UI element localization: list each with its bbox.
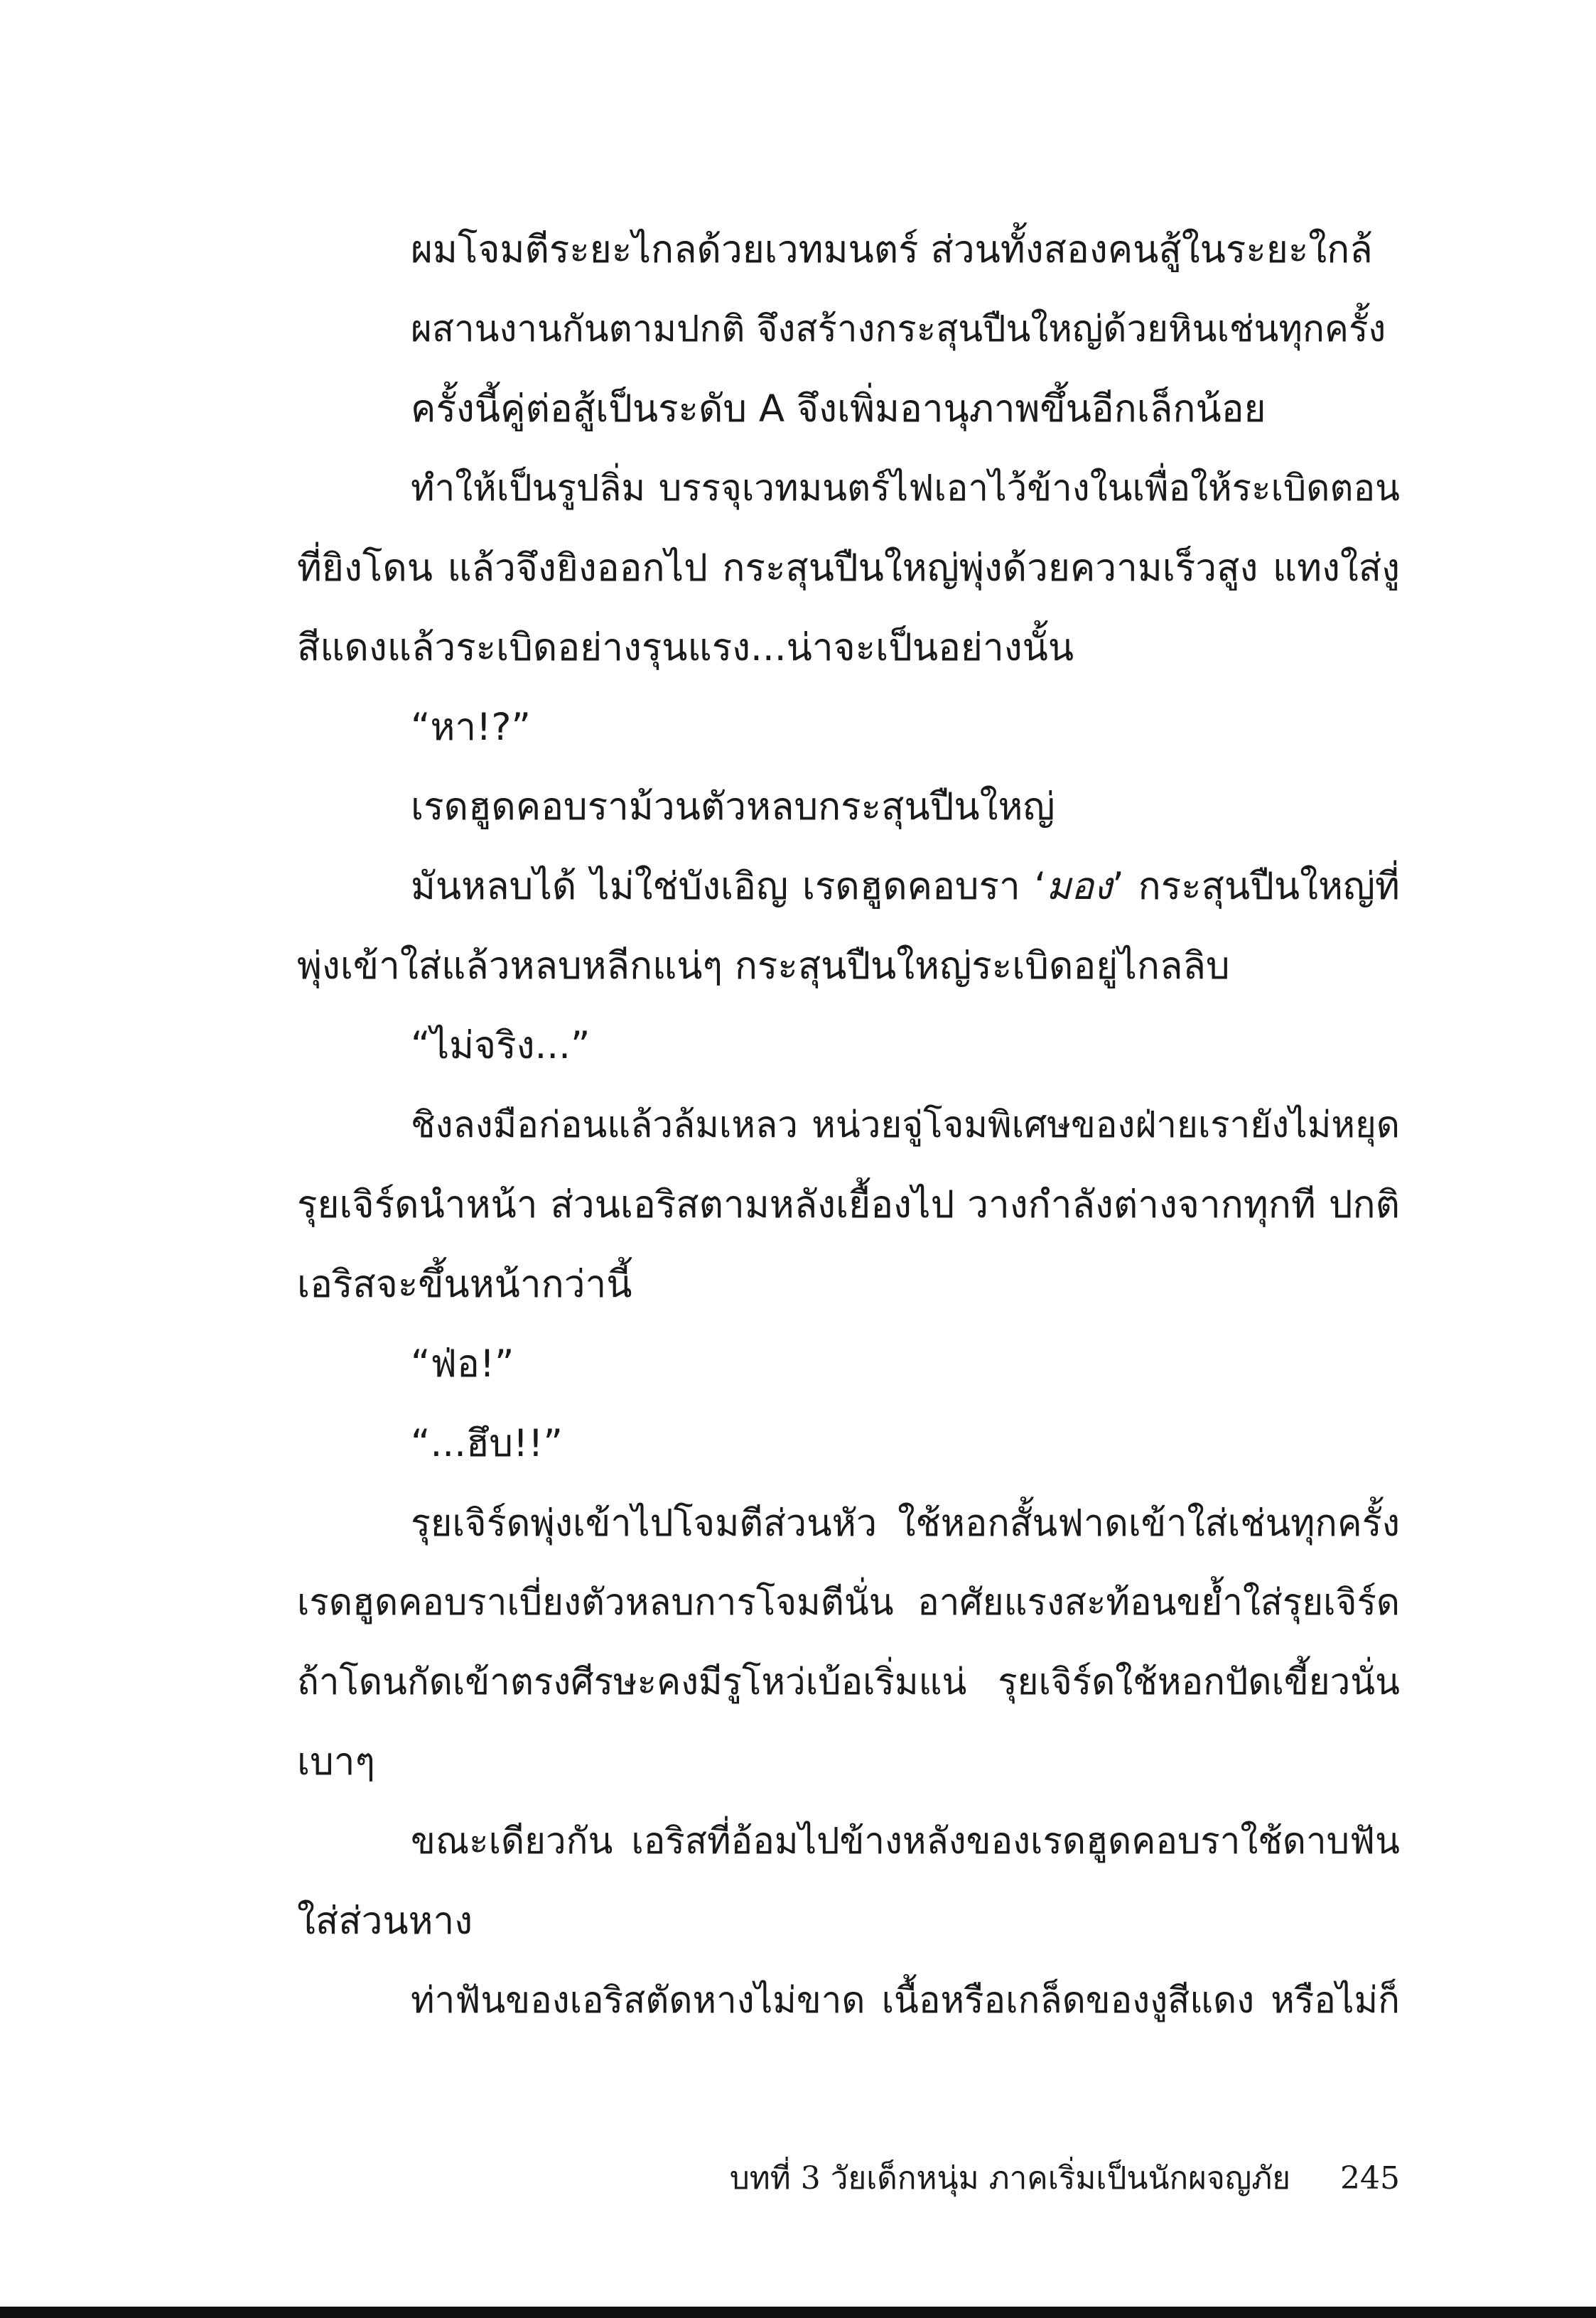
text-line: ผสานงานกันตามปกติ จึงสร้างกระสุนปืนใหญ่ด้วยหินเช่นทุกครั้ง [411, 308, 1386, 350]
text-line: ใส่ส่วนหาง [297, 1899, 473, 1943]
text-line: ชิงลงมือก่อนแล้วล้มเหลว หน่วยจู่โจมพิเศษของฝ่ายเรายังไม่หยุด [411, 1104, 1400, 1146]
text-line [297, 847, 1400, 927]
text-line: ผมโจมตีระยะไกลด้วยเวทมนตร์ ส่วนทั้งสองคนสู้ในระยะใกล้ [411, 228, 1373, 271]
page-footer [711, 2150, 1400, 2206]
text-line: รุยเจิร์ดพุ่งเข้าไปโจมตีส่วนหัว ใช้หอกสั้นฟาดเข้าใส่เช่นทุกครั้ง [411, 1502, 1400, 1545]
emphasized-word: มอง [1046, 865, 1113, 908]
chapter-title: บทที่ 3 วัยเด็กหนุ่ม ภาคเริ่มเป็นนักผจญภัย [729, 2160, 1291, 2196]
text-line: เรดฮูดคอบราม้วนตัวหลบกระสุนปืนใหญ่ [411, 785, 1055, 829]
text-line: “ไม่จริง...” [411, 1024, 591, 1067]
text-line: “ฟ่อ!” [411, 1342, 514, 1386]
text-line: ที่ยิงโดน แล้วจึงยิงออกไป กระสุนปืนใหญ่พุ่งด้วยความเร็วสูง แทงใส่งู [297, 546, 1400, 590]
text-line: ถ้าโดนกัดเข้าตรงศีรษะคงมีรูโหว่เบ้อเริ่มแน่ รุยเจิร์ดใช้หอกปัดเขี้ยวนั่น [297, 1661, 1400, 1703]
text-line: ทำให้เป็นรูปลิ่ม บรรจุเวทมนตร์ไฟเอาไว้ข้างในเพื่อให้ระเบิดตอน [411, 468, 1400, 510]
bottom-edge-rule [0, 2307, 1596, 2318]
text-line: เรดฮูดคอบราเบี่ยงตัวหลบการโจมตีนั่น อาศัยแรงสะท้อนขย้ำใส่รุยเจิร์ด [297, 1582, 1400, 1624]
text-line: รุยเจิร์ดนำหน้า ส่วนเอริสตามหลังเยื้องไป วางกำลังต่างจากทุกที ปกติ [297, 1183, 1400, 1227]
text-line: “...ฮึบ!!” [411, 1422, 563, 1465]
text-line: ครั้งนี้คู่ต่อสู้เป็นระดับ A จึงเพิ่มอานุภาพขึ้นอีกเล็กน้อย [411, 387, 1266, 431]
body-text [297, 210, 1400, 2041]
page-number: 245 [1340, 2160, 1400, 2196]
text-line: พุ่งเข้าใส่แล้วหลบหลีกแน่ๆ กระสุนปืนใหญ่ระเบิดอยู่ไกลลิบ [297, 944, 1230, 988]
text-line: “หา!?” [411, 706, 531, 749]
text-line: เอริสจะขึ้นหน้ากว่านี้ [297, 1263, 632, 1306]
text-segment: ’ กระสุนปืนใหญ่ที่ [1112, 865, 1400, 908]
text-line: สีแดงแล้วระเบิดอย่างรุนแรง...น่าจะเป็นอย่างนั้น [297, 626, 1074, 669]
text-segment: มันหลบได้ ไม่ใช่บังเอิญ เรดฮูดคอบรา ‘ [411, 865, 1047, 908]
text-line: เบาๆ [297, 1740, 375, 1784]
text-line: ขณะเดียวกัน เอริสที่อ้อมไปข้างหลังของเรดฮูดคอบราใช้ดาบฟัน [411, 1821, 1400, 1863]
text-line: ท่าฟันของเอริสตัดหางไม่ขาด เนื้อหรือเกล็ดของงูสีแดง หรือไม่ก็ [411, 1980, 1400, 2022]
